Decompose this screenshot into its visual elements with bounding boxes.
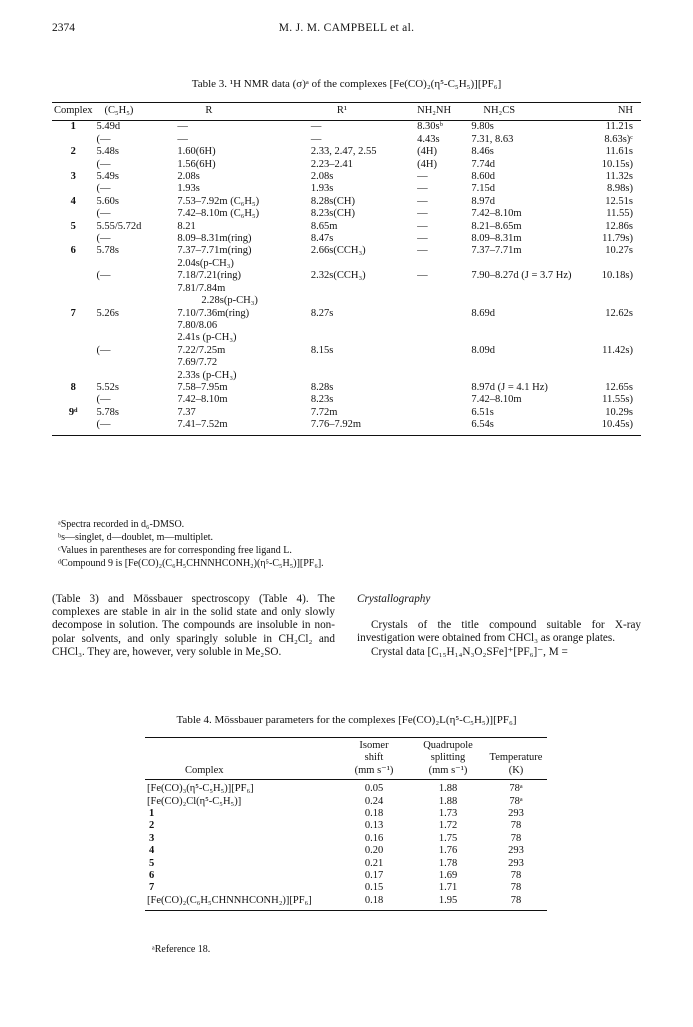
table-cell: 7.80/8.06 (177, 319, 218, 331)
table-cell: 1.93s (177, 183, 200, 195)
table-cell: 8.97d (471, 195, 496, 207)
table-row (145, 870, 547, 882)
table-cell: 8.15s (310, 344, 334, 356)
table-cell: 2 (149, 820, 155, 832)
table-cell: 5.60s (96, 195, 119, 207)
table-row (52, 407, 641, 419)
table-cell: 10.18s) (601, 270, 633, 282)
table-cell: 2.08s (177, 171, 200, 183)
table-cell (52, 208, 95, 220)
table-cell: 0.05 (364, 783, 384, 795)
table-cell: 8 (70, 381, 76, 393)
table-cell: (4H) (417, 158, 437, 170)
table-row (52, 208, 641, 220)
table-cell (309, 283, 415, 295)
table-cell: 8.09–8.31m (471, 233, 522, 245)
table-cell: 1.76 (438, 845, 458, 857)
table-cell: 4 (149, 845, 155, 857)
table-cell: 7.42–8.10m (177, 394, 228, 406)
table-cell (309, 320, 415, 332)
table-row (145, 895, 547, 911)
table-row (52, 370, 641, 382)
table-cell: (— (96, 183, 111, 195)
table-cell: 7.15d (471, 183, 496, 195)
table-cell: 8.27s (310, 307, 334, 319)
col-header-isomer-shift: Isomer shift (mm s⁻¹) (354, 740, 394, 776)
table-cell: 7.72m (310, 406, 338, 418)
table-cell: 7.10/7.36m(ring) (177, 307, 250, 319)
table-cell: [Fe(CO)₃(η⁵-C₅H₅)][PF₆] (147, 783, 254, 795)
table-cell: 12.65s (605, 381, 633, 393)
table-cell: 1.75 (438, 832, 458, 844)
table-cell: 78 (510, 832, 522, 844)
table-cell (95, 332, 176, 344)
table-cell: 8.09–8.31m(ring) (177, 233, 252, 245)
table-row (52, 270, 641, 282)
table-cell (309, 295, 415, 307)
table-cell: 2.32s(CCH₃) (310, 270, 366, 282)
table-cell: (4H) (417, 146, 437, 158)
table3-caption: Table 3. ¹H NMR data (σ)ᵃ of the complexes [Fe(CO)₂(η⁵-C₅H₅)][PF₆] (191, 78, 502, 90)
col-header-temperature: Temperature (K) (489, 752, 543, 776)
table4-header-row (145, 738, 547, 780)
table-row (145, 780, 547, 796)
table4-mossbauer-parameters (145, 737, 547, 911)
table-cell: 10.27s (605, 245, 633, 257)
table-cell: 8.69d (471, 307, 496, 319)
table-cell: 8.97d (J = 4.1 Hz) (471, 381, 548, 393)
table-cell: (— (96, 233, 111, 245)
table-cell: 7.42–8.10m (C₆H₅) (177, 208, 260, 220)
table-row (145, 833, 547, 845)
table-row (52, 183, 641, 195)
table-row (52, 394, 641, 406)
table-cell: — (417, 183, 428, 195)
table-cell: (— (96, 158, 111, 170)
table-cell (415, 345, 469, 357)
table-cell: 10.45s) (601, 419, 633, 431)
table-cell: [Fe(CO)₂Cl(η⁵-C₅H₅)] (147, 795, 242, 807)
table-cell: 12.62s (605, 307, 633, 319)
table-cell (469, 370, 599, 382)
table3-footnote: ᵃSpectra recorded in d₆-DMSO. (58, 519, 185, 530)
col-header-complex: Complex (185, 764, 224, 776)
table-row (52, 320, 641, 332)
table-cell (52, 419, 95, 435)
table-cell: — (310, 133, 322, 145)
table-row (52, 221, 641, 233)
table-cell: [Fe(CO)₂(C₆H₅CHNNHCONH₂)][PF₆] (147, 894, 312, 906)
table-cell (415, 258, 469, 270)
col-header-complex: Complex (54, 105, 93, 116)
table-cell (52, 320, 95, 332)
table-cell: 1.71 (438, 882, 458, 894)
table-cell: 5.78s (96, 245, 119, 257)
table-cell (600, 357, 641, 369)
table-cell: 1 (70, 121, 76, 133)
table-row (52, 196, 641, 208)
col-header-r1: R¹ (336, 105, 348, 116)
table-cell: — (417, 233, 428, 245)
table-cell: 6.51s (471, 406, 494, 418)
table-cell: 0.21 (364, 857, 384, 869)
table-row (145, 808, 547, 820)
table-row (145, 820, 547, 832)
table-cell: — (417, 195, 428, 207)
table-cell: 1.69 (438, 870, 458, 882)
table-cell (52, 332, 95, 344)
table-cell (415, 357, 469, 369)
table3-footnote: ᵈCompound 9 is [Fe(CO)₂(C₆H₅CHNNHCONH₂)(η⁵-C₅H₅)][PF₆]. (58, 558, 324, 569)
table-cell: 7.37–7.71m(ring) (177, 245, 252, 257)
table-cell: 8.46s (471, 146, 494, 158)
table-cell (309, 357, 415, 369)
table-cell: 7.90–8.27d (J = 3.7 Hz) (471, 270, 572, 282)
table3-footnote: ᵇs—singlet, d—doublet, m—multiplet. (58, 532, 214, 543)
table-cell (52, 283, 95, 295)
table-cell (95, 283, 176, 295)
table-cell: 11.21s (605, 121, 633, 133)
table-cell: 1.56(6H) (177, 158, 216, 170)
table-row (52, 283, 641, 295)
table-cell: 0.13 (364, 820, 384, 832)
table-cell: 8.60d (471, 171, 496, 183)
table-cell (600, 258, 641, 270)
table-cell (415, 320, 469, 332)
table-row (145, 845, 547, 857)
table-cell: 8.23s(CH) (310, 208, 355, 220)
table-cell (52, 258, 95, 270)
table-cell: 4.43s (417, 133, 440, 145)
table-row (52, 295, 641, 307)
table-cell: 0.18 (364, 894, 384, 906)
table-cell: 7.74d (471, 158, 496, 170)
table-cell: 0.16 (364, 832, 384, 844)
table-cell: 8.23s (310, 394, 334, 406)
left-paragraph: (Table 3) and Mössbauer spectroscopy (Table 4). The complexes are stable in air in the solid state and only slowly decompose in solution. The compounds are insoluble in non-polar solvents, and only sparingly soluble in CH₂Cl₂ and CHCl₃. They are, however, very soluble in Me₂SO. (52, 593, 335, 658)
table-cell: 78ᵃ (509, 795, 523, 807)
table-cell: — (417, 270, 428, 282)
table-row (145, 858, 547, 870)
table-row (52, 171, 641, 183)
table-cell: 5.49d (96, 121, 121, 133)
table-cell: 6 (149, 870, 155, 882)
table-cell: 8.21–8.65m (471, 220, 522, 232)
table-cell: (— (96, 270, 111, 282)
table-cell: 2.33s (p-CH₃) (177, 369, 237, 381)
col-header-quadrupole-splitting: Quadrupole splitting (mm s⁻¹) (423, 740, 473, 776)
col-header-nh2cs: NH₂CS (483, 105, 516, 116)
table-cell (415, 295, 469, 307)
table-cell: 8.65m (310, 220, 338, 232)
table-cell (415, 394, 469, 406)
table-cell: 0.18 (364, 808, 384, 820)
table-cell: 5 (149, 857, 155, 869)
table-cell: — (417, 220, 428, 232)
table-row (52, 233, 641, 245)
table-cell: 1.78 (438, 857, 458, 869)
table-cell: 6.54s (471, 419, 494, 431)
running-title: M. J. M. CAMPBELL et al. (278, 22, 415, 34)
table-cell: 11.55s) (602, 394, 633, 406)
crystallography-paragraph: Crystals of the title compound suitable for X-ray investigation were obtained from CHCl₃ as orange plates. (357, 619, 641, 645)
table-cell: — (417, 245, 428, 257)
table-cell: 11.61s (605, 146, 633, 158)
table-cell: 8.09d (471, 344, 496, 356)
col-header-r: R (205, 105, 213, 116)
table-cell (95, 370, 176, 382)
table-cell: 0.20 (364, 845, 384, 857)
table-cell: 293 (508, 845, 524, 857)
table-cell (600, 295, 641, 307)
table-cell: 7 (149, 882, 155, 894)
table-cell: 3 (70, 171, 76, 183)
table-cell: 8.63s)ᶜ (604, 133, 633, 145)
table-cell: 78 (510, 870, 522, 882)
table-cell: 12.86s (605, 220, 633, 232)
table-cell: 6 (70, 245, 76, 257)
table-cell (600, 283, 641, 295)
table3-header-row (52, 103, 641, 121)
table-cell: 78 (510, 882, 522, 894)
table-cell (52, 295, 95, 307)
table-cell: 78 (510, 820, 522, 832)
table-cell (415, 407, 469, 419)
table-cell: 9ᵈ (68, 406, 78, 418)
table-cell: 7.76–7.92m (310, 419, 362, 431)
table-cell: 7.22/7.25m (177, 344, 226, 356)
table-cell: 2.08s (310, 171, 334, 183)
table-cell: 7.37–7.71m (471, 245, 522, 257)
section-heading-crystallography: Crystallography (357, 593, 431, 605)
table-row (52, 332, 641, 344)
table-cell: 9.80s (471, 121, 494, 133)
table3-nmr-data (52, 102, 641, 436)
table-cell (600, 370, 641, 382)
table-row (52, 146, 641, 158)
table-cell (415, 419, 469, 435)
table-cell: 7.42–8.10m (471, 208, 522, 220)
table-cell (52, 357, 95, 369)
table-cell: — (417, 171, 428, 183)
table-cell: 7.37 (177, 406, 196, 418)
table-cell: 7.81/7.84m (177, 282, 226, 294)
table-cell: 5.78s (96, 406, 119, 418)
table-cell (52, 345, 95, 357)
table-cell: 2.23–2.41 (310, 158, 353, 170)
table-cell (415, 382, 469, 394)
table-cell: 11.32s (605, 171, 633, 183)
table-cell: 8.28s(CH) (310, 195, 355, 207)
table-row (52, 134, 641, 146)
table-cell (469, 295, 599, 307)
crystal-data-line: Crystal data [C₁₅H₁₄N₃O₂SFe]⁺[PF₆]⁻, M = (371, 645, 568, 658)
table-row (52, 258, 641, 270)
table-cell: 5.49s (96, 171, 119, 183)
table-cell (52, 270, 95, 282)
table-cell (469, 332, 599, 344)
table-cell: 8.21 (177, 220, 196, 232)
table-cell (415, 332, 469, 344)
table-cell: 1.93s (310, 183, 334, 195)
table-cell: 78 (510, 894, 522, 906)
table-cell: 293 (508, 857, 524, 869)
table-cell: 11.42s) (602, 344, 633, 356)
table-cell (52, 159, 95, 171)
table-cell: (— (96, 208, 111, 220)
table-cell: 4 (70, 195, 76, 207)
table-cell: 5.48s (96, 146, 119, 158)
table-cell (95, 320, 176, 332)
table-cell (52, 183, 95, 195)
table-row (52, 245, 641, 257)
right-column-text (357, 593, 641, 659)
table-row (52, 419, 641, 435)
table-cell: 10.15s) (601, 158, 633, 170)
table-cell: — (417, 208, 428, 220)
table-cell: 8.28s (310, 381, 334, 393)
table-cell: 2.33, 2.47, 2.55 (310, 146, 377, 158)
table-cell: 2.28s(p-CH₃) (201, 295, 258, 307)
table-cell: 5 (70, 220, 76, 232)
table-row (52, 121, 641, 134)
table-cell (469, 320, 599, 332)
table3-footnote: ᶜValues in parentheses are for corresponding free ligand L. (58, 545, 292, 556)
table-cell (469, 283, 599, 295)
table4-caption: Table 4. Mössbauer parameters for the complexes [Fe(CO)₂L(η⁵-C₅H₅)][PF₆] (176, 714, 517, 726)
col-header-nh: NH (617, 105, 633, 116)
table-cell: 1.88 (438, 795, 458, 807)
table-cell: — (177, 121, 188, 133)
table-cell: 1.95 (438, 894, 458, 906)
table-row (52, 159, 641, 171)
table-cell (415, 283, 469, 295)
table-cell (469, 357, 599, 369)
table-cell: 11.55) (606, 208, 633, 220)
table-cell (95, 258, 176, 270)
table-cell: 7 (70, 307, 76, 319)
table-cell: 1.72 (438, 820, 458, 832)
table-cell: 5.26s (96, 307, 119, 319)
table-cell (52, 370, 95, 382)
table-cell: (— (96, 419, 111, 431)
table-cell (52, 394, 95, 406)
table-cell: 293 (508, 808, 524, 820)
table-cell: — (310, 121, 322, 133)
table-cell: 0.17 (364, 870, 384, 882)
table-cell: (— (96, 133, 111, 145)
table-cell: 7.69/7.72 (177, 357, 218, 369)
table-cell: 2.41s (p-CH₃) (177, 332, 237, 344)
table-row (52, 382, 641, 394)
table-cell: 8.47s (310, 233, 334, 245)
table-cell: 78ᵃ (509, 783, 523, 795)
table-row (52, 308, 641, 320)
table-cell: 10.29s (605, 406, 633, 418)
table-cell (52, 233, 95, 245)
table-cell: — (177, 133, 188, 145)
table-cell: 7.58–7.95m (177, 381, 228, 393)
table-cell (600, 332, 641, 344)
table-cell: 1 (149, 808, 155, 820)
table-cell: 12.51s (605, 195, 633, 207)
table-cell: 7.31, 8.63 (471, 133, 514, 145)
table-cell: 0.24 (364, 795, 384, 807)
table-cell: 2 (70, 146, 76, 158)
left-column-text (52, 593, 335, 659)
table-cell: 7.42–8.10m (471, 394, 522, 406)
col-header-c5h5: (C₅H₅) (104, 105, 134, 116)
table-cell: 1.73 (438, 808, 458, 820)
table-cell: (— (96, 344, 111, 356)
page-number: 2374 (52, 22, 75, 34)
table-cell: 7.18/7.21(ring) (177, 270, 241, 282)
table-cell: 5.52s (96, 381, 119, 393)
table4-footnote: ᵃReference 18. (152, 944, 211, 955)
page-header (52, 22, 641, 38)
table-cell: (— (96, 394, 111, 406)
col-header-nh2nh: NH₂NH (417, 105, 452, 116)
table-cell: 5.55/5.72d (96, 220, 142, 232)
table-row (145, 882, 547, 894)
table-cell (415, 370, 469, 382)
table-cell: 8.98s) (607, 183, 633, 195)
table-row (145, 796, 547, 808)
table-cell: 7.41–7.52m (177, 419, 228, 431)
table-cell: 7.53–7.92m (C₆H₅) (177, 195, 260, 207)
table-cell (95, 295, 176, 307)
table-cell: 2.04s(p-CH₃) (177, 257, 234, 269)
table-cell (415, 308, 469, 320)
table-cell: 3 (149, 832, 155, 844)
table-cell: 8.30sᵇ (417, 121, 443, 133)
table-cell (52, 134, 95, 146)
table-cell: 2.66s(CCH₃) (310, 245, 366, 257)
table-row (52, 357, 641, 369)
table-cell: 0.15 (364, 882, 384, 894)
table-cell (309, 370, 415, 382)
table-cell (95, 357, 176, 369)
table-cell (309, 332, 415, 344)
table-cell (309, 258, 415, 270)
table-cell: 1.88 (438, 783, 458, 795)
table-cell (469, 258, 599, 270)
table-row (52, 345, 641, 357)
table-cell: 11.79s) (602, 233, 633, 245)
table-cell (600, 320, 641, 332)
table-cell: 1.60(6H) (177, 146, 216, 158)
